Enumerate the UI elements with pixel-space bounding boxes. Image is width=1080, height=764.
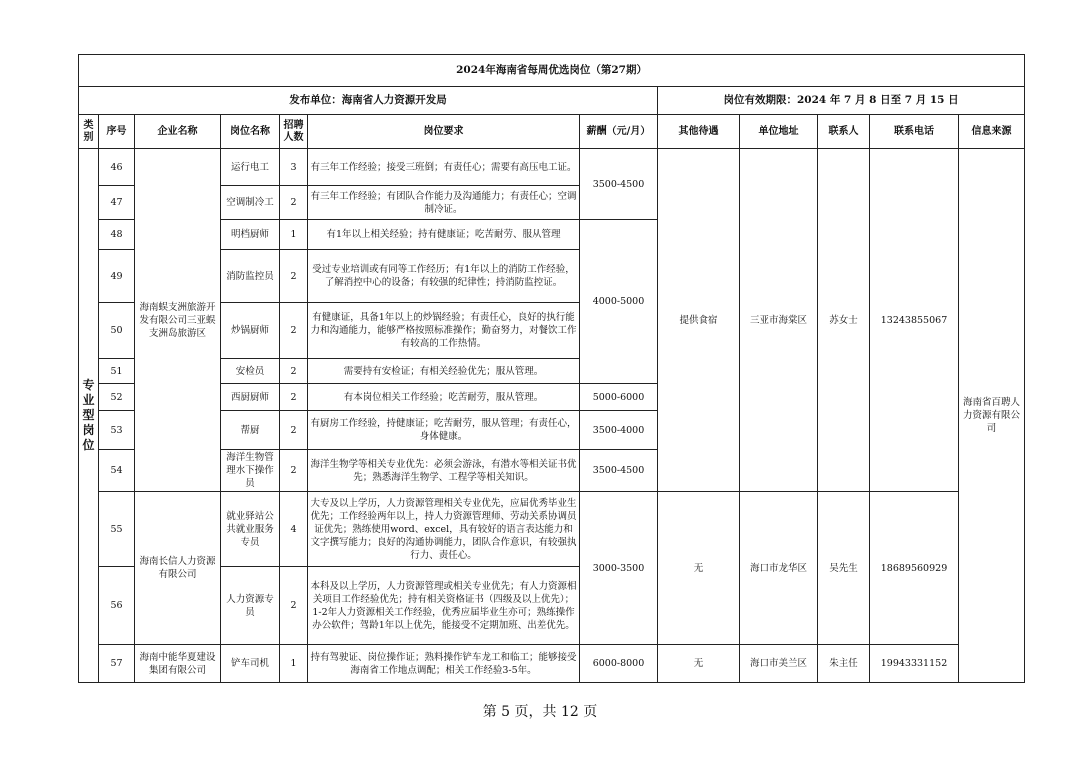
phone-cell: 13243855067 (870, 149, 959, 492)
position-cell: 空调制冷工 (221, 186, 280, 220)
salary-cell: 5000-6000 (580, 384, 658, 411)
header-category: 类别 (79, 115, 99, 149)
phone-cell: 19943331152 (870, 645, 959, 683)
phone-cell: 18689560929 (870, 492, 959, 645)
count-cell: 4 (280, 492, 308, 567)
seq-cell: 57 (99, 645, 135, 683)
requirement-cell: 有厨房工作经验，持健康证；吃苦耐劳，服从管理；有责任心，身体健康。 (308, 411, 580, 450)
count-cell: 2 (280, 450, 308, 492)
contact-cell: 朱主任 (818, 645, 870, 683)
count-cell: 1 (280, 220, 308, 250)
header-position: 岗位名称 (221, 115, 280, 149)
category-cell: 专业型岗位 (79, 149, 99, 683)
header-address: 单位地址 (740, 115, 818, 149)
seq-cell: 51 (99, 359, 135, 384)
count-cell: 2 (280, 567, 308, 645)
requirement-cell: 受过专业培训或有同等工作经历；有1年以上的消防工作经验，了解消控中心的设备；有较强的纪律性；持消防监控证。 (308, 250, 580, 303)
count-cell: 2 (280, 250, 308, 303)
requirement-cell: 大专及以上学历，人力资源管理相关专业优先，应届优秀毕业生优先；工作经验两年以上，持人力资源管理师、劳动关系协调员证优先；熟练使用word、excel，具有较好的语言表达能力和文字撰写能力；良好的沟通协调能力，团队合作意识，有较强执行力、责任心。 (308, 492, 580, 567)
salary-cell: 3500-4500 (580, 450, 658, 492)
header-seq: 序号 (99, 115, 135, 149)
company-cell: 海南蜈支洲旅游开发有限公司三亚蜈支洲岛旅游区 (135, 149, 221, 492)
header-benefits: 其他待遇 (658, 115, 740, 149)
requirement-cell: 海洋生物学等相关专业优先：必须会游泳，有潜水等相关证书优先；熟悉海洋生物学、工程学等相关知识。 (308, 450, 580, 492)
requirement-cell: 有1年以上相关经验；持有健康证；吃苦耐劳、服从管理 (308, 220, 580, 250)
position-cell: 安检员 (221, 359, 280, 384)
position-cell: 铲车司机 (221, 645, 280, 683)
sheet-title: 2024年海南省每周优选岗位（第27期） (79, 55, 1025, 87)
contact-cell: 吴先生 (818, 492, 870, 645)
company-cell: 海南中能华夏建设集团有限公司 (135, 645, 221, 683)
seq-cell: 53 (99, 411, 135, 450)
count-cell: 2 (280, 411, 308, 450)
seq-cell: 52 (99, 384, 135, 411)
benefits-cell: 提供食宿 (658, 149, 740, 492)
table-row (79, 492, 1025, 567)
position-cell: 西厨厨师 (221, 384, 280, 411)
seq-cell: 49 (99, 250, 135, 303)
count-cell: 3 (280, 149, 308, 186)
seq-cell: 54 (99, 450, 135, 492)
position-cell: 运行电工 (221, 149, 280, 186)
requirement-cell: 持有驾驶证、岗位操作证；熟料操作铲车龙工和临工；能够接受海南省工作地点调配；相关工作经验3-5年。 (308, 645, 580, 683)
header-requirement: 岗位要求 (308, 115, 580, 149)
count-cell: 2 (280, 384, 308, 411)
requirement-cell: 有三年工作经验；有团队合作能力及沟通能力；有责任心；空调制冷证。 (308, 186, 580, 220)
requirement-cell: 有三年工作经验；接受三班倒；有责任心；需要有高压电工证。 (308, 149, 580, 186)
position-cell: 消防监控员 (221, 250, 280, 303)
salary-cell: 6000-8000 (580, 645, 658, 683)
seq-cell: 50 (99, 303, 135, 359)
job-listing-sheet (78, 54, 1024, 683)
header-company: 企业名称 (135, 115, 221, 149)
requirement-cell: 有本岗位相关工作经验；吃苦耐劳，服从管理。 (308, 384, 580, 411)
page-number: 第 5 页，共 12 页 (482, 704, 598, 720)
benefits-cell: 无 (658, 492, 740, 645)
position-cell: 帮厨 (221, 411, 280, 450)
header-salary: 薪酬（元/月） (580, 115, 658, 149)
table-row (79, 645, 1025, 683)
requirement-cell: 本科及以上学历，人力资源管理或相关专业优先；有人力资源相关项目工作经验优先；持有相关资格证书（四级及以上优先）；1-2年人力资源相关工作经验，优秀应届毕业生亦可；熟练操作办公软件；驾龄1年以上优先，能接受不定期加班、出差优先。 (308, 567, 580, 645)
job-table (78, 54, 1025, 683)
salary-cell: 3500-4500 (580, 149, 658, 220)
salary-cell: 4000-5000 (580, 220, 658, 384)
publisher-label: 发布单位：海南省人力资源开发局 (79, 87, 658, 115)
position-cell: 炒锅厨师 (221, 303, 280, 359)
address-cell: 三亚市海棠区 (740, 149, 818, 492)
position-cell: 就业驿站公共就业服务专员 (221, 492, 280, 567)
requirement-cell: 需要持有安检证；有相关经验优先；服从管理。 (308, 359, 580, 384)
validity-label: 岗位有效期限：2024 年 7 月 8 日至 7 月 15 日 (658, 87, 1025, 115)
position-cell: 海洋生物管理水下操作员 (221, 450, 280, 492)
seq-cell: 55 (99, 492, 135, 567)
salary-cell: 3500-4000 (580, 411, 658, 450)
seq-cell: 46 (99, 149, 135, 186)
count-cell: 2 (280, 186, 308, 220)
address-cell: 海口市龙华区 (740, 492, 818, 645)
seq-cell: 48 (99, 220, 135, 250)
benefits-cell: 无 (658, 645, 740, 683)
header-contact: 联系人 (818, 115, 870, 149)
seq-cell: 47 (99, 186, 135, 220)
position-cell: 明档厨师 (221, 220, 280, 250)
source-cell: 海南省百聘人力资源有限公司 (959, 149, 1025, 683)
contact-cell: 苏女士 (818, 149, 870, 492)
position-cell: 人力资源专员 (221, 567, 280, 645)
table-row (79, 149, 1025, 186)
count-cell: 2 (280, 359, 308, 384)
address-cell: 海口市美兰区 (740, 645, 818, 683)
header-phone: 联系电话 (870, 115, 959, 149)
count-cell: 1 (280, 645, 308, 683)
company-cell: 海南长信人力资源有限公司 (135, 492, 221, 645)
seq-cell: 56 (99, 567, 135, 645)
requirement-cell: 有健康证，具备1年以上的炒锅经验；有责任心，良好的执行能力和沟通能力，能够严格按照标准操作；勤奋努力，对餐饮工作有较高的工作热情。 (308, 303, 580, 359)
count-cell: 2 (280, 303, 308, 359)
salary-cell: 3000-3500 (580, 492, 658, 645)
header-source: 信息来源 (959, 115, 1025, 149)
header-count: 招聘人数 (280, 115, 308, 149)
